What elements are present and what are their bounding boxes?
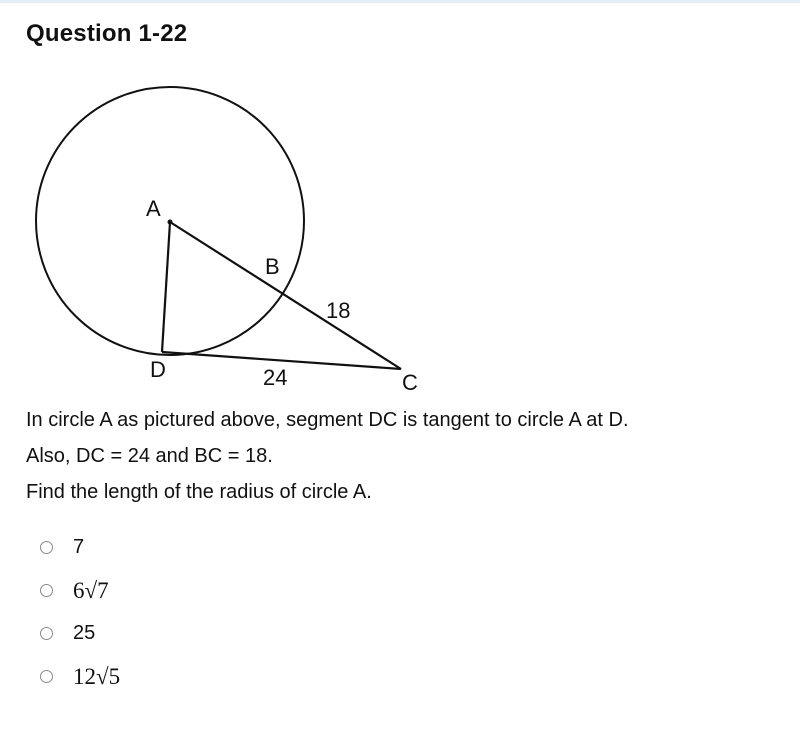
question-prompt <box>26 402 786 510</box>
top-divider <box>0 0 800 3</box>
prompt-line-2: Also, DC = 24 and BC = 18. <box>26 445 273 467</box>
answer-option-label: 12√5 <box>73 663 121 689</box>
point-label-a: A <box>146 196 161 221</box>
answer-option-1[interactable] <box>40 526 440 569</box>
answer-option-label: 7 <box>73 536 85 558</box>
point-label-d: D <box>150 357 166 382</box>
question-title: Question 1-22 <box>26 20 188 47</box>
center-point-a <box>168 220 173 225</box>
radio-button[interactable] <box>40 584 53 597</box>
prompt-line-3: Find the length of the radius of circle A. <box>26 481 372 503</box>
answer-option-label: 6√7 <box>73 577 109 603</box>
answer-option-4[interactable] <box>40 655 440 698</box>
answer-option-label: 25 <box>73 622 96 644</box>
radio-button[interactable] <box>40 670 53 683</box>
answer-options <box>40 526 440 698</box>
prompt-line-1: In circle A as pictured above, segment DC is tangent to circle A at D. <box>26 409 629 431</box>
point-label-b: B <box>265 254 280 279</box>
segment-ad <box>162 222 170 352</box>
segment-ac <box>170 222 401 369</box>
radio-button[interactable] <box>40 627 53 640</box>
radio-button[interactable] <box>40 541 53 554</box>
segment-label-dc: 24 <box>263 365 288 390</box>
geometry-figure <box>0 60 460 400</box>
circle-tangent-diagram <box>0 60 460 400</box>
answer-option-3[interactable] <box>40 612 440 655</box>
segment-label-bc: 18 <box>326 298 351 323</box>
point-label-c: C <box>402 370 418 395</box>
answer-option-2[interactable] <box>40 569 440 612</box>
